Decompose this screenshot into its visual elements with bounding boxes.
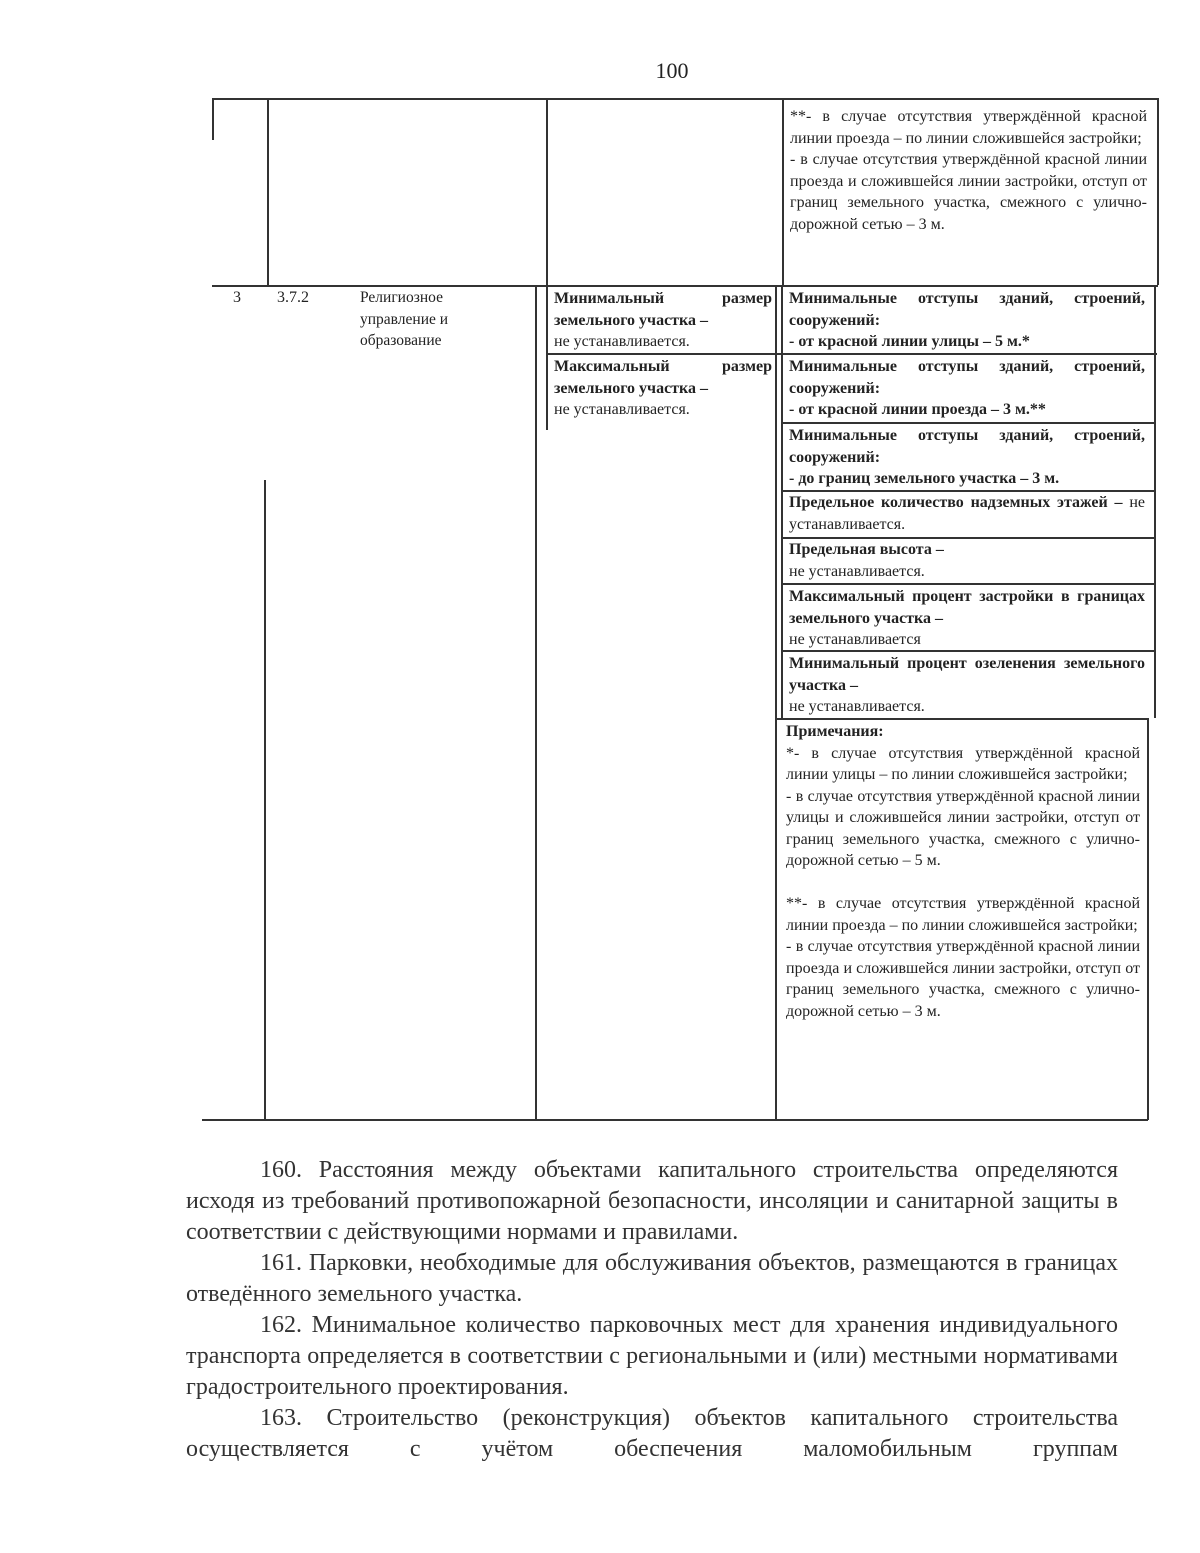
cell-separator xyxy=(546,353,1157,355)
cell-title: Минимальные отступы зданий, строений, сооружений: xyxy=(789,290,1145,329)
continuation-notes-cell xyxy=(790,106,1147,235)
param-max-plot-size xyxy=(554,356,772,421)
row-separator xyxy=(212,285,1158,287)
cell-title: Максимальный процент застройки в границах земельного участка – xyxy=(789,588,1145,627)
cell-separator xyxy=(781,422,1155,424)
note-spacer xyxy=(786,872,1140,894)
right-cell-min-greening xyxy=(789,653,1145,718)
cell-value: - от красной линии проезда – 3 м.** xyxy=(789,401,1046,418)
note-line: - в случае отсутствия утверждённой красной линии улицы и сложившейся линии застройки, отступ от границ земельного участка, смежного с улично-дорожной сетью – 5 м. xyxy=(786,787,1140,869)
col-border xyxy=(782,98,784,285)
cell-title: Предельное количество надземных этажей – xyxy=(789,494,1123,511)
col-border xyxy=(267,98,269,285)
cell-value: не устанавливается. xyxy=(789,494,1146,533)
col-border xyxy=(775,285,777,1119)
col-border xyxy=(264,480,266,1120)
paragraph-161: 161. Парковки, необходимые для обслуживания объектов, размещаются в границах отведённого земельного участка. xyxy=(186,1250,1118,1307)
row-code: 3.7.2 xyxy=(277,289,309,306)
col-border xyxy=(1157,98,1159,285)
paragraph-160: 160. Расстояния между объектами капитального строительства определяются исходя из требований противопожарной безопасности, инсоляции и санитарной защиты в соответствии с действующими нормами и правилами. xyxy=(186,1157,1118,1245)
right-cell-setback-street xyxy=(789,288,1145,353)
row-name: Религиозное управление и образование xyxy=(360,289,449,349)
continuation-note: - в случае отсутствия утверждённой красной линии проезда и сложившейся линии застройки, отступ от границ земельного участка, смежного с улично-дорожной сетью – 3 м. xyxy=(790,151,1147,233)
continuation-note: **- в случае отсутствия утверждённой красной линии проезда – по линии сложившейся застройки; xyxy=(790,108,1147,147)
cell-separator xyxy=(781,583,1155,585)
notes-title: Примечания: xyxy=(786,723,884,740)
cell-value: не устанавливается. xyxy=(789,698,925,715)
param-title: Максимальный размер земельного участка – xyxy=(554,358,772,397)
cell-title: Минимальные отступы зданий, строений, сооружений: xyxy=(789,358,1145,397)
col-border xyxy=(212,98,214,140)
note-line: *- в случае отсутствия утверждённой красной линии улицы – по линии сложившейся застройки; xyxy=(786,744,1140,783)
row-index: 3 xyxy=(233,289,241,306)
note-line: **- в случае отсутствия утверждённой красной линии проезда – по линии сложившейся застройки; xyxy=(786,895,1140,934)
cell-separator xyxy=(775,718,1149,720)
col-border xyxy=(1154,285,1156,718)
right-cell-floors xyxy=(789,492,1145,535)
col-border xyxy=(546,98,548,285)
param-title: Минимальный размер земельного участка – xyxy=(554,290,772,329)
col-border xyxy=(546,285,548,430)
cell-value: - до границ земельного участка – 3 м. xyxy=(789,470,1060,487)
note-line: - в случае отсутствия утверждённой красной линии проезда и сложившейся линии застройки, отступ от границ земельного участка, смежного с улично-дорожной сетью – 3 м. xyxy=(786,938,1140,1020)
cell-title: Минимальный процент озеленения земельного участка – xyxy=(789,655,1145,694)
param-value: не устанавливается. xyxy=(554,401,690,418)
param-min-plot-size xyxy=(554,288,772,353)
right-cell-height xyxy=(789,539,1145,582)
right-cell-max-coverage xyxy=(789,586,1145,651)
cell-value: не устанавливается xyxy=(789,631,921,648)
param-value: не устанавливается. xyxy=(554,333,690,350)
right-cell-setback-passage xyxy=(789,356,1145,421)
col-border xyxy=(535,285,537,1120)
col-border xyxy=(781,285,783,719)
paragraph-163: 163. Строительство (реконструкция) объектов капитального строительства осуществляется с учётом обеспечения маломобильным группам xyxy=(186,1405,1118,1462)
cell-title: Предельная высота – xyxy=(789,541,944,558)
table-bottom-border xyxy=(202,1119,1148,1121)
cell-value: не устанавливается. xyxy=(789,562,925,580)
right-cell-setback-boundary xyxy=(789,425,1145,490)
notes-cell xyxy=(786,721,1140,1022)
cell-value: - от красной линии улицы – 5 м.* xyxy=(789,333,1030,350)
table-top-border xyxy=(212,98,1158,100)
paragraph-162: 162. Минимальное количество парковочных мест для хранения индивидуального транспорта определяется в соответствии с региональными и (или) местными нормативами градостроительного проектирования. xyxy=(186,1312,1118,1400)
col-border xyxy=(1147,718,1149,1120)
cell-title: Минимальные отступы зданий, строений, сооружений: xyxy=(789,427,1145,466)
page-number: 100 xyxy=(655,58,689,83)
body-text xyxy=(186,1155,1118,1465)
